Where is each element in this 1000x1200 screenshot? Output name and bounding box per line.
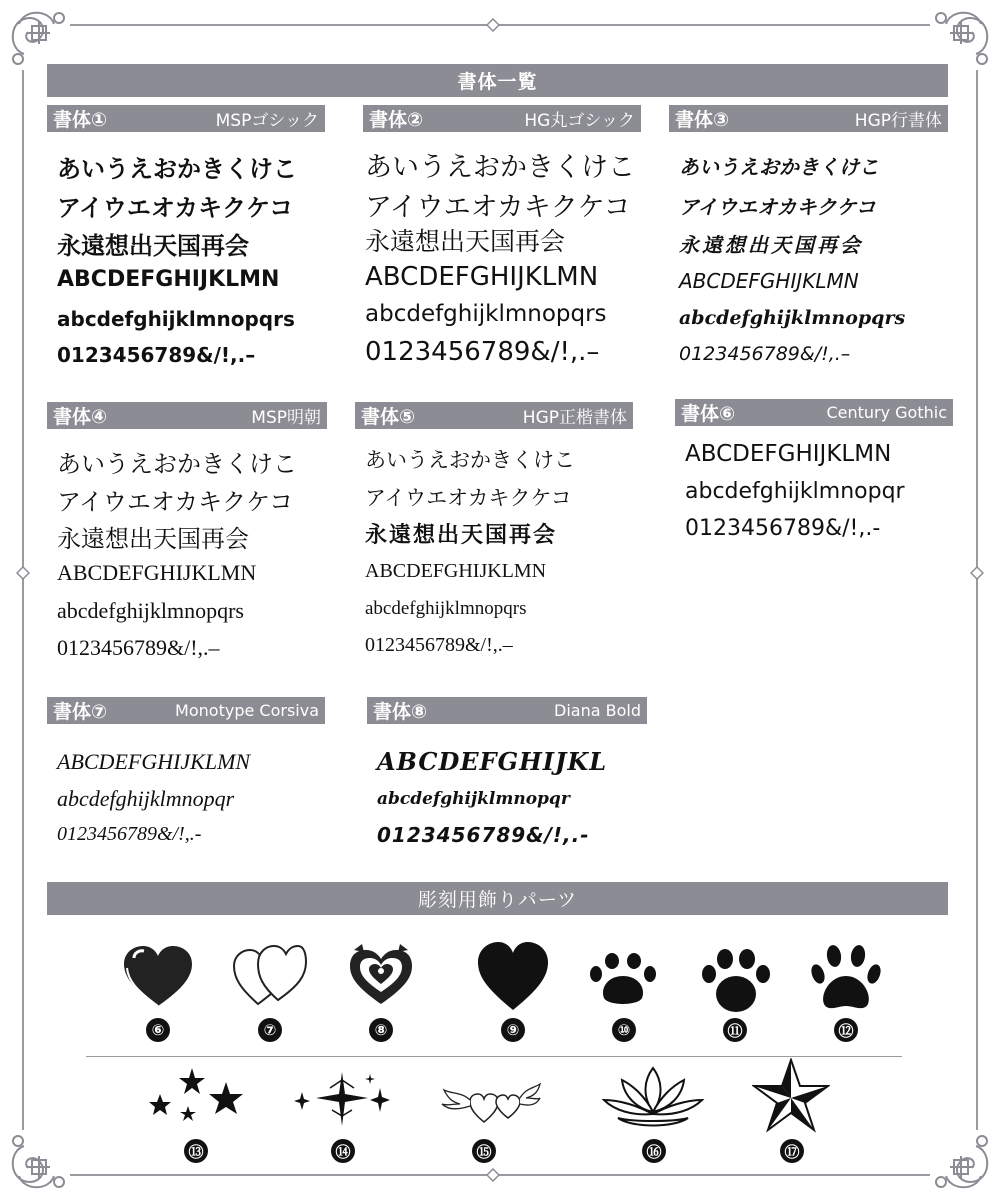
sample-kanji: 永遠想出天国再会 [57,232,249,260]
sample-kanji: 永遠想出天国再会 [57,525,249,553]
winged-hearts-icon [438,1078,542,1128]
part-number: ⑧ [369,1018,393,1042]
corner-ornament-icon [926,1126,996,1196]
frame-left-line [22,70,24,1130]
font-sample-3 [669,105,959,375]
part-number: ⑨ [501,1018,525,1042]
font-sample-5 [355,402,645,672]
sample-digits: 0123456789&/!,.– [57,635,220,660]
parts-section-title: 彫刻用飾りパーツ [47,882,948,915]
font-number: 書体⑦ [53,701,108,723]
sample-uppercase: ABCDEFGHIJKLMN [57,749,251,774]
glossy-heart-icon [122,944,194,1010]
part-number: ⑥ [146,1018,170,1042]
font-name: Century Gothic [826,403,947,422]
sample-lowercase: abcdefghijklmnopqrs [57,307,295,331]
font-number: 書体③ [675,109,730,131]
sample-hiragana: あいうえおかきくけこ [57,450,297,478]
sample-uppercase: ABCDEFGHIJKLMN [365,262,599,292]
sample-katakana: アイウエオカキクケコ [679,195,876,219]
sample-katakana: アイウエオカキクケコ [365,486,572,510]
font-sample-6 [675,399,965,569]
font-name: HGP行書体 [854,111,942,131]
part-number: ⑪ [723,1018,747,1042]
part-number: ⑭ [331,1139,355,1163]
sample-digits: 0123456789&/!,.– [679,343,851,365]
sample-lowercase: abcdefghijklmnopqr [685,479,905,504]
part-number: ⑫ [834,1018,858,1042]
sample-digits: 0123456789&/!,.– [365,634,513,656]
font-name: MSPゴシック [215,111,319,131]
sample-digits: 0123456789&/!,.– [365,337,600,367]
part-number: ⑬ [184,1139,208,1163]
sample-digits: 0123456789&/!,.- [377,823,590,847]
font-header [355,402,633,429]
part-number: ⑮ [472,1139,496,1163]
font-number: 書体① [53,109,108,131]
font-header [47,402,327,429]
font-sample-1 [47,105,327,375]
font-sample-8 [367,697,667,867]
font-number: 書体② [369,109,424,131]
parts-divider [86,1056,902,1057]
heart-icon [476,940,550,1012]
paw-icon [810,944,882,1014]
font-header [47,697,325,724]
diamond-ornament-icon [970,566,984,580]
ornate-heart-icon [344,942,418,1008]
sample-katakana: アイウエオカキクケコ [365,192,631,223]
sample-lowercase: abcdefghijklmnopqrs [679,307,906,329]
part-number: ⑰ [780,1139,804,1163]
diamond-ornament-icon [486,1168,500,1182]
font-header [675,399,953,426]
font-number: 書体④ [53,406,108,428]
sample-lowercase: abcdefghijklmnopqr [57,786,235,811]
diamond-ornament-icon [486,18,500,32]
font-header [669,105,948,132]
sample-lowercase: abcdefghijklmnopqrs [365,598,527,619]
lotus-icon [598,1062,708,1132]
font-sample-7 [47,697,347,867]
corner-ornament-icon [4,1126,74,1196]
sample-digits: 0123456789&/!,.- [685,516,881,541]
page-title: 書体一覧 [47,64,948,97]
part-number: ⑯ [642,1139,666,1163]
sample-hiragana: あいうえおかきくけこ [679,155,879,179]
sample-lowercase: abcdefghijklmnopqrs [57,598,244,623]
sample-uppercase: ABCDEFGHIJKL [377,747,608,776]
font-name: MSP明朝 [251,408,321,428]
sample-katakana: アイウエオカキクケコ [57,194,294,222]
sample-kanji: 永遠想出天国再会 [365,227,566,256]
nautical-star-icon [752,1058,830,1134]
sample-hiragana: あいうえおかきくけこ [365,152,635,183]
font-name: Monotype Corsiva [175,701,319,720]
font-number: 書体⑥ [681,403,736,425]
part-number: ⑦ [258,1018,282,1042]
sample-uppercase: ABCDEFGHIJKLMN [679,269,859,293]
sample-hiragana: あいうえおかきくけこ [57,155,297,183]
double-heart-outline-icon [232,942,308,1008]
sample-uppercase: ABCDEFGHIJKLMN [57,560,257,585]
sample-lowercase: abcdefghijklmnopqrs [365,301,607,327]
paw-icon [588,952,658,1006]
paw-icon [700,948,772,1014]
frame-bottom-line [70,1174,930,1176]
sample-uppercase: ABCDEFGHIJKLMN [57,267,280,292]
font-name: HGP正楷書体 [522,408,627,428]
font-name: Diana Bold [554,701,641,720]
font-name: HG丸ゴシック [524,111,635,131]
sample-uppercase: ABCDEFGHIJKLMN [365,560,547,582]
font-number: 書体⑧ [373,701,428,723]
diamond-ornament-icon [16,566,30,580]
sample-digits: 0123456789&/!,.- [57,823,202,845]
font-header [363,105,641,132]
sample-hiragana: あいうえおかきくけこ [365,448,575,472]
part-number: ⑩ [612,1018,636,1042]
font-sample-4 [47,402,347,672]
sparkle-icon [292,1070,392,1128]
sample-kanji: 永遠想出天国再会 [365,522,558,548]
frame-top-line [70,24,930,26]
stars-icon [146,1066,250,1126]
font-header [47,105,325,132]
sample-digits: 0123456789&/!,.– [57,343,256,367]
sample-kanji: 永遠想出天国再会 [679,233,863,257]
sample-uppercase: ABCDEFGHIJKLMN [685,441,892,467]
sample-katakana: アイウエオカキクケコ [57,488,294,516]
font-header [367,697,647,724]
font-number: 書体⑤ [361,406,416,428]
sample-lowercase: abcdefghijklmnopqr [377,789,570,809]
frame-right-line [976,70,978,1130]
font-sample-2 [363,105,658,375]
